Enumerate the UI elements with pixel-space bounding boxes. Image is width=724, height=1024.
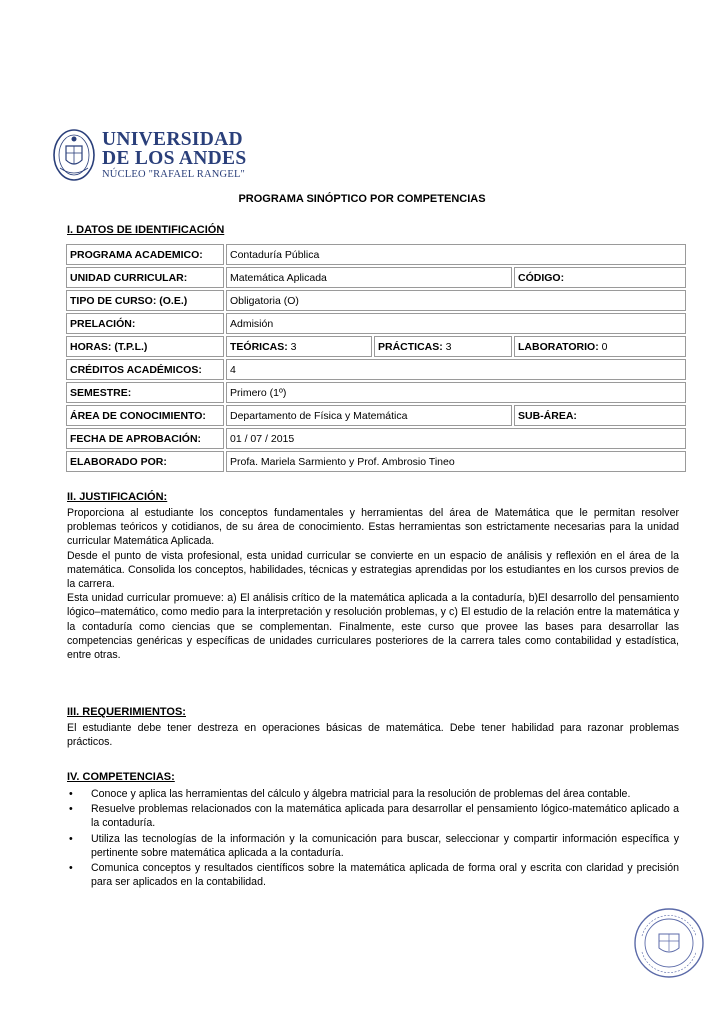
competencia-text: Utiliza las tecnologías de la información y la comunicación para buscar, seleccionar y compartir información específica y pertinente sobre matemática aplicada a la contaduría. <box>91 832 679 859</box>
list-item <box>67 861 679 889</box>
creditos-label: CRÉDITOS ACADÉMICOS: <box>66 359 224 380</box>
semestre-label: SEMESTRE: <box>66 382 224 403</box>
logo-line-1: UNIVERSIDAD <box>102 128 243 150</box>
justificacion-body <box>67 506 679 662</box>
competencia-text: Comunica conceptos y resultados científicos sobre la matemática aplicada de forma oral y escrita con claridad y precisión para ser aplicados en la contabilidad. <box>91 862 679 889</box>
semestre-value: Primero (1º) <box>226 382 686 403</box>
practicas-value: 3 <box>445 340 452 353</box>
requerimientos-paragraph: El estudiante debe tener destreza en operaciones básicas de matemática. Debe tener habilidad para razonar problemas prácticos. <box>67 722 679 749</box>
unidad-label: UNIDAD CURRICULAR: <box>66 267 224 288</box>
justificacion-paragraph-1: Proporciona al estudiante los conceptos fundamentales y herramientas del área de Matemática que le permitan resolver problemas teóricos y cotidianos, de su área de conocimiento. Estas herramientas son estrictamente necesarias para la unidad curricular Matemática Aplicada. <box>67 507 679 548</box>
fecha-value: 01 / 07 / 2015 <box>226 428 686 449</box>
table-row <box>66 267 686 288</box>
list-item <box>67 802 679 830</box>
section-identificacion-title: I. DATOS DE IDENTIFICACIÓN <box>67 224 225 236</box>
elaborado-label: ELABORADO POR: <box>66 451 224 472</box>
laboratorio-label: LABORATORIO: <box>518 340 599 353</box>
table-row <box>66 290 686 311</box>
section-requerimientos-title: III. REQUERIMIENTOS: <box>67 706 186 718</box>
table-row <box>66 451 686 472</box>
tipo-label: TIPO DE CURSO: (O.E.) <box>66 290 224 311</box>
section-justificacion-title: II. JUSTIFICACIÓN: <box>67 491 168 503</box>
teoricas-value: 3 <box>290 340 297 353</box>
practicas-cell <box>374 336 512 357</box>
laboratorio-cell <box>514 336 686 357</box>
laboratorio-value: 0 <box>601 340 608 353</box>
document-title: PROGRAMA SINÓPTICO POR COMPETENCIAS <box>238 193 486 205</box>
unidad-value: Matemática Aplicada <box>226 267 512 288</box>
list-item <box>67 832 679 860</box>
university-seal-icon <box>52 128 96 182</box>
area-value: Departamento de Física y Matemática <box>226 405 512 426</box>
competencias-list <box>67 787 679 890</box>
table-row <box>66 313 686 334</box>
bullet: • <box>69 832 73 845</box>
official-stamp-icon <box>632 906 706 980</box>
teoricas-label: TEÓRICAS: <box>230 340 288 353</box>
logo-line-3: NÚCLEO "RAFAEL RANGEL" <box>102 168 246 180</box>
elaborado-value: Profa. Mariela Sarmiento y Prof. Ambrosio Tineo <box>226 451 686 472</box>
prelacion-label: PRELACIÓN: <box>66 313 224 334</box>
justificacion-paragraph-3: Esta unidad curricular promueve: a) El análisis crítico de la matemática aplicada a la contaduría, b)El desarrollo del pensamiento lógico–matemático, como medio para la interpretación y resolución problemas, y c) El estudio de la relación entre la matemática y la contaduría como ciencias que se complementan. Finalmente, este curso que provee las bases para desarrollar las competencias genéricas y específicas de unidades curriculares posteriores de la carrera tales como contabilidad y estadística, entre otras. <box>67 592 679 662</box>
bullet: • <box>69 803 73 816</box>
programa-value: Contaduría Pública <box>226 244 686 265</box>
competencia-text: Conoce y aplica las herramientas del cálculo y álgebra matricial para la resolución de problemas del área contable. <box>91 788 631 800</box>
codigo-label: CÓDIGO: <box>514 267 686 288</box>
table-row <box>66 428 686 449</box>
area-label: ÁREA DE CONOCIMIENTO: <box>66 405 224 426</box>
list-item <box>67 787 679 801</box>
justificacion-paragraph-2: Desde el punto de vista profesional, esta unidad curricular se convierte en un espacio de análisis y reflexión en el área de la matemática. Consolida los conceptos, habilidades, técnicas y estrategias aprendidas por los estudiantes en los cursos previos de la carrera. <box>67 549 679 591</box>
bullet: • <box>69 788 73 800</box>
practicas-label: PRÁCTICAS: <box>378 340 443 353</box>
fecha-label: FECHA DE APROBACIÓN: <box>66 428 224 449</box>
table-row <box>66 336 686 357</box>
competencia-text: Resuelve problemas relacionados con la matemática aplicada para desarrollar el pensamiento lógico-matemático aplicado a la contaduría. <box>91 803 679 830</box>
requerimientos-body <box>67 721 679 749</box>
table-row <box>66 359 686 380</box>
university-logo <box>52 126 252 184</box>
table-row <box>66 244 686 265</box>
section-competencias-title: IV. COMPETENCIAS: <box>67 771 175 783</box>
logo-line-2: DE LOS ANDES <box>102 147 247 169</box>
subarea-label: SUB-ÁREA: <box>514 405 686 426</box>
prelacion-value: Admisión <box>226 313 686 334</box>
bullet: • <box>69 862 73 875</box>
table-row <box>66 405 686 426</box>
programa-label: PROGRAMA ACADEMICO: <box>66 244 224 265</box>
creditos-value: 4 <box>226 359 686 380</box>
horas-label: HORAS: (T.P.L.) <box>66 336 224 357</box>
identification-table <box>64 242 688 474</box>
tipo-value: Obligatoria (O) <box>226 290 686 311</box>
teoricas-cell <box>226 336 372 357</box>
table-row <box>66 382 686 403</box>
